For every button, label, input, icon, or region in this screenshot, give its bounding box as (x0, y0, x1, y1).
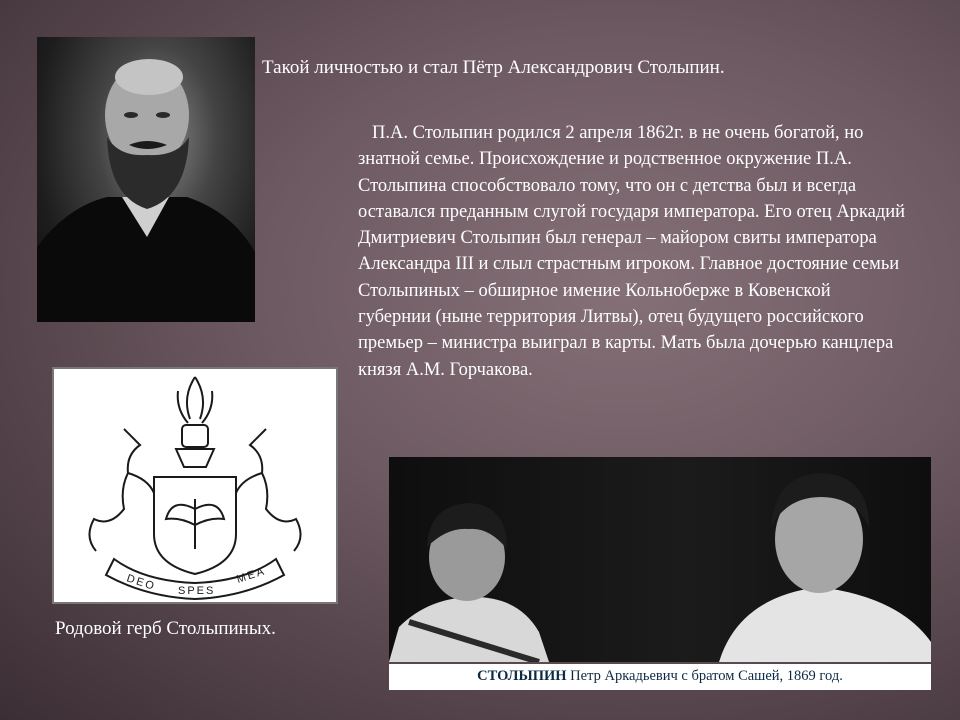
children-figures (389, 457, 931, 662)
motto-word-2: SPES (178, 585, 216, 597)
motto-word-3: MEA (235, 565, 268, 586)
children-photo (389, 457, 931, 662)
headline: Такой личностью и стал Пётр Александрович Столыпин. (262, 57, 725, 78)
coat-of-arms-image (52, 367, 338, 604)
coat-of-arms-drawing (54, 369, 336, 602)
motto-word-1: DEO (125, 572, 158, 594)
caption-surname: СТОЛЫПИН (477, 668, 567, 684)
caption-details: Петр Аркадьевич с братом Сашей, 1869 год. (566, 668, 843, 684)
portrait-figure (37, 37, 255, 322)
stolypin-portrait-photo (37, 37, 255, 322)
coat-of-arms-caption: Родовой герб Столыпиных. (55, 618, 276, 639)
biography-text: П.А. Столыпин родился 2 апреля 1862г. в не очень богатой, но знатной семье. Происхождение и родственное окружение П.А. Столыпина способствовало тому, что он с детства был и всегда оставался преданным слугой государя императора. Его отец Аркадий Дмитриевич Столыпин был генерал – майором свиты императора Александра III и слыл страстным игроком. Главное достояние семьи Столыпиных – обширное имение Кольноберже в Ковенской губернии (ныне территория Литвы), отец будущего российского премьер – министра выиграл в карты. Мать была дочерью канцлера князя А.М. Горчакова. (358, 123, 906, 380)
children-photo-caption (389, 664, 931, 690)
